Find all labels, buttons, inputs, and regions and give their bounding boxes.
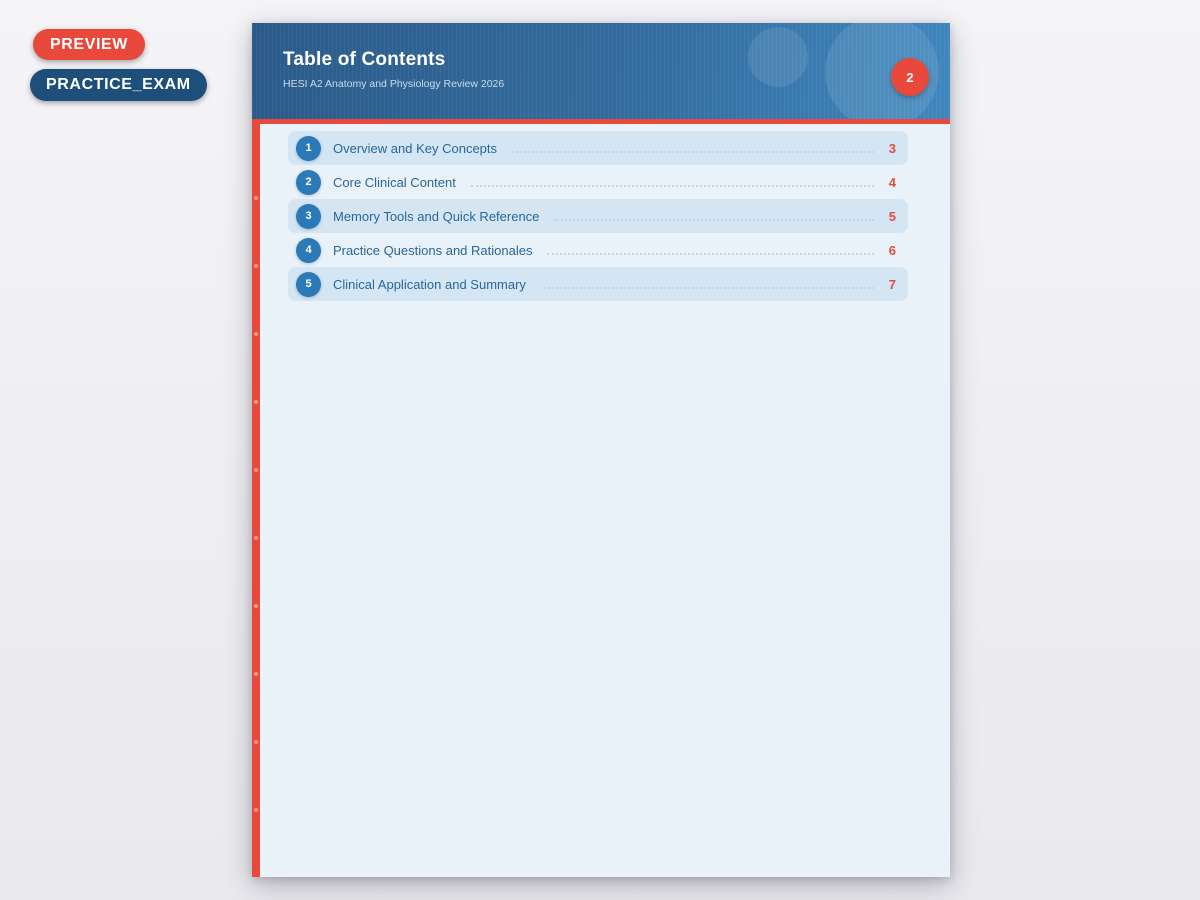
toc-dotted-leader xyxy=(512,151,874,153)
toc-item-number: 5 xyxy=(296,272,321,297)
strip-dot xyxy=(254,400,258,404)
toc-dotted-leader xyxy=(541,287,874,289)
strip-dot xyxy=(254,604,258,608)
strip-dot xyxy=(254,332,258,336)
strip-dot xyxy=(254,808,258,812)
page-content xyxy=(252,124,950,877)
strip-dot xyxy=(254,196,258,200)
toc-dotted-leader xyxy=(471,185,874,187)
toc-item-title: Core Clinical Content xyxy=(333,174,456,190)
left-accent-strip xyxy=(252,124,260,877)
toc-dotted-leader xyxy=(554,219,873,221)
document-page xyxy=(252,23,950,877)
toc-item-page: 5 xyxy=(888,208,896,224)
preview-badge: PREVIEW xyxy=(33,29,145,60)
decorative-circle-small xyxy=(748,27,808,87)
practice-exam-badge: PRACTICE_EXAM xyxy=(30,69,207,101)
toc-item-number: 4 xyxy=(296,238,321,263)
toc-item-title: Overview and Key Concepts xyxy=(333,140,498,156)
toc-item-1[interactable] xyxy=(288,131,908,165)
toc-item-page: 3 xyxy=(888,140,896,156)
toc-item-number: 1 xyxy=(296,136,321,161)
toc-item-4[interactable] xyxy=(288,233,908,267)
toc-dotted-leader xyxy=(547,253,873,255)
toc-item-5[interactable] xyxy=(288,267,908,301)
strip-dot xyxy=(254,264,258,268)
toc-item-page: 6 xyxy=(888,242,896,258)
toc-list xyxy=(288,131,908,301)
toc-item-title: Memory Tools and Quick Reference xyxy=(333,208,540,224)
page-header xyxy=(252,23,950,119)
strip-dot xyxy=(254,740,258,744)
strip-dot xyxy=(254,672,258,676)
toc-item-title: Clinical Application and Summary xyxy=(333,276,526,292)
toc-item-title: Practice Questions and Rationales xyxy=(333,242,533,258)
page-number-badge: 2 xyxy=(891,58,929,96)
page-title: Table of Contents xyxy=(283,49,446,70)
toc-item-2[interactable] xyxy=(288,165,908,199)
toc-item-number: 2 xyxy=(296,170,321,195)
toc-item-number: 3 xyxy=(296,204,321,229)
toc-item-page: 7 xyxy=(888,276,896,292)
toc-item-page: 4 xyxy=(888,174,896,190)
page-subtitle: HESI A2 Anatomy and Physiology Review 2026 xyxy=(283,78,505,90)
strip-dot xyxy=(254,468,258,472)
toc-item-3[interactable] xyxy=(288,199,908,233)
strip-dot xyxy=(254,536,258,540)
